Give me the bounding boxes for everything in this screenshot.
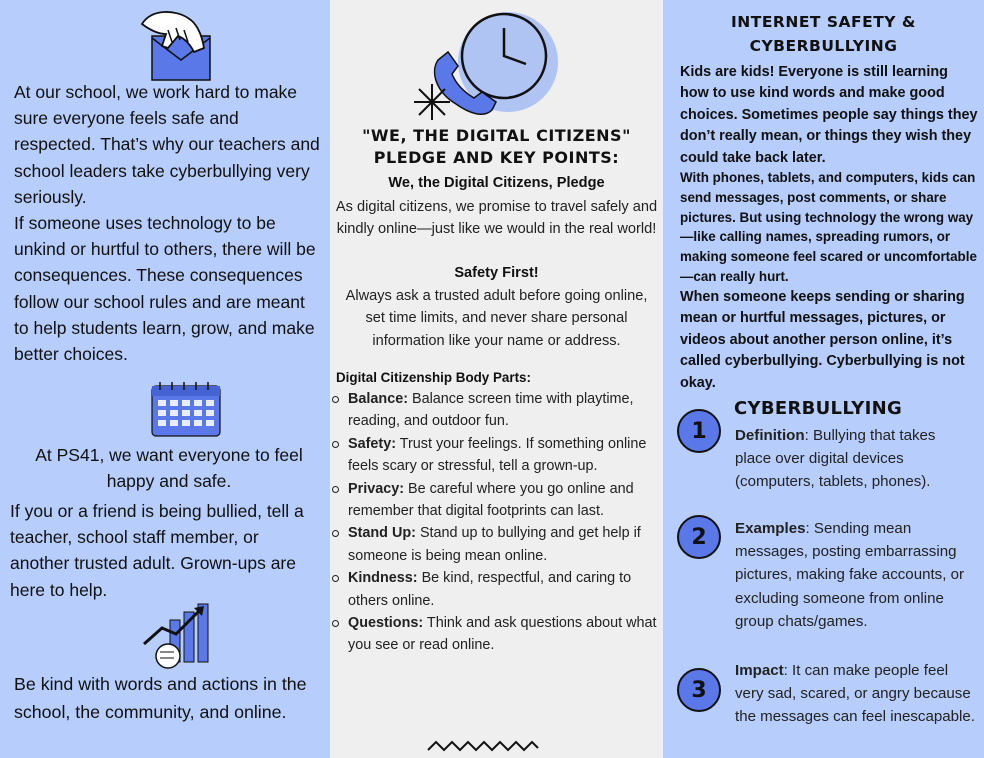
envelope-hand-icon	[138, 8, 216, 84]
list-item: Questions: Think and ask questions about what you see or read online.	[330, 612, 658, 657]
pledge-text: As digital citizens, we promise to travel safely and kindly online—just like we would in the real world!	[335, 199, 658, 238]
be-kind-paragraph: Be kind with words and actions in the school, the community, and online.	[14, 674, 307, 722]
happy-safe-paragraph: At PS41, we want everyone to feel happy and safe.	[35, 445, 303, 492]
number-badge: 2	[677, 515, 721, 559]
list-item: Privacy: Be careful where you go online and remember that digital footprints can last.	[330, 478, 658, 523]
impact-item: Impact: It can make people feel very sad, scared, or angry because the messages can feel inescapable.	[735, 662, 975, 726]
pledge-title: We, the Digital Citizens, Pledge	[388, 175, 605, 191]
body-parts-title: Digital Citizenship Body Parts:	[336, 370, 531, 385]
list-item: Kindness: Be kind, respectful, and caring to others online.	[330, 567, 658, 612]
cyberbullying-heading: CYBERBULLYING	[734, 398, 903, 419]
pledge-heading: "WE, THE DIGITAL CITIZENS" PLEDGE AND KEY POINTS:	[362, 126, 631, 167]
sparkle-icon	[412, 82, 452, 122]
list-item: Stand Up: Stand up to bullying and get help if someone is being mean online.	[330, 522, 658, 567]
tell-adult-paragraph: If you or a friend is being bullied, tell a teacher, school staff member, or another trusted adult. Grown-ups are here to help.	[10, 501, 304, 600]
middle-panel	[330, 0, 663, 758]
consequences-paragraph: If someone uses technology to be unkind or hurtful to others, there will be consequences. These consequences follow our school rules and are meant to help students learn, grow, and make better choices.	[14, 213, 316, 365]
kids-are-kids-paragraph: Kids are kids! Everyone is still learning how to use kind words and make good choices. Sometimes people say things they don’t really mean, or things they wish they could take back later.	[680, 64, 978, 166]
examples-item: Examples: Sending mean messages, posting embarrassing pictures, making fake accounts, or excluding someone from online group chats/games.	[735, 520, 965, 630]
title-line-2: CYBERBULLYING	[749, 37, 898, 55]
safety-first-title: Safety First!	[454, 265, 539, 281]
chart-hand-icon	[140, 600, 222, 672]
number-badge: 1	[677, 409, 721, 453]
page-title	[663, 10, 984, 58]
list-item: Safety: Trust your feelings. If something online feels scary or stressful, tell a grown-up.	[330, 433, 658, 478]
intro-paragraph: At our school, we work hard to make sure everyone feels safe and respected. That’s why our teachers and school leaders take cyberbullying very seriously.	[14, 82, 320, 207]
body-parts-list	[330, 388, 658, 657]
zigzag-icon	[426, 738, 540, 754]
left-panel	[0, 0, 330, 758]
definition-paragraph: When someone keeps sending or sharing mean or hurtful messages, pictures, or videos about another person online, it’s called cyberbullying. Cyberbullying is not okay.	[680, 289, 965, 391]
safety-first-text: Always ask a trusted adult before going online, set time limits, and never share personal information like your name or address.	[345, 288, 648, 349]
number-badge: 3	[677, 668, 721, 712]
calendar-icon	[150, 380, 222, 438]
definition-item: Definition: Bullying that takes place over digital devices (computers, tablets, phones).	[735, 427, 936, 491]
title-line-1: INTERNET SAFETY &	[731, 13, 916, 31]
technology-paragraph: With phones, tablets, and computers, kids can send messages, post comments, or share pictures. But using technology the wrong way—like calling names, spreading rumors, or making someone feel scared or uncomfortable—can really hurt.	[680, 170, 977, 284]
list-item: Balance: Balance screen time with playtime, reading, and outdoor fun.	[330, 388, 658, 433]
